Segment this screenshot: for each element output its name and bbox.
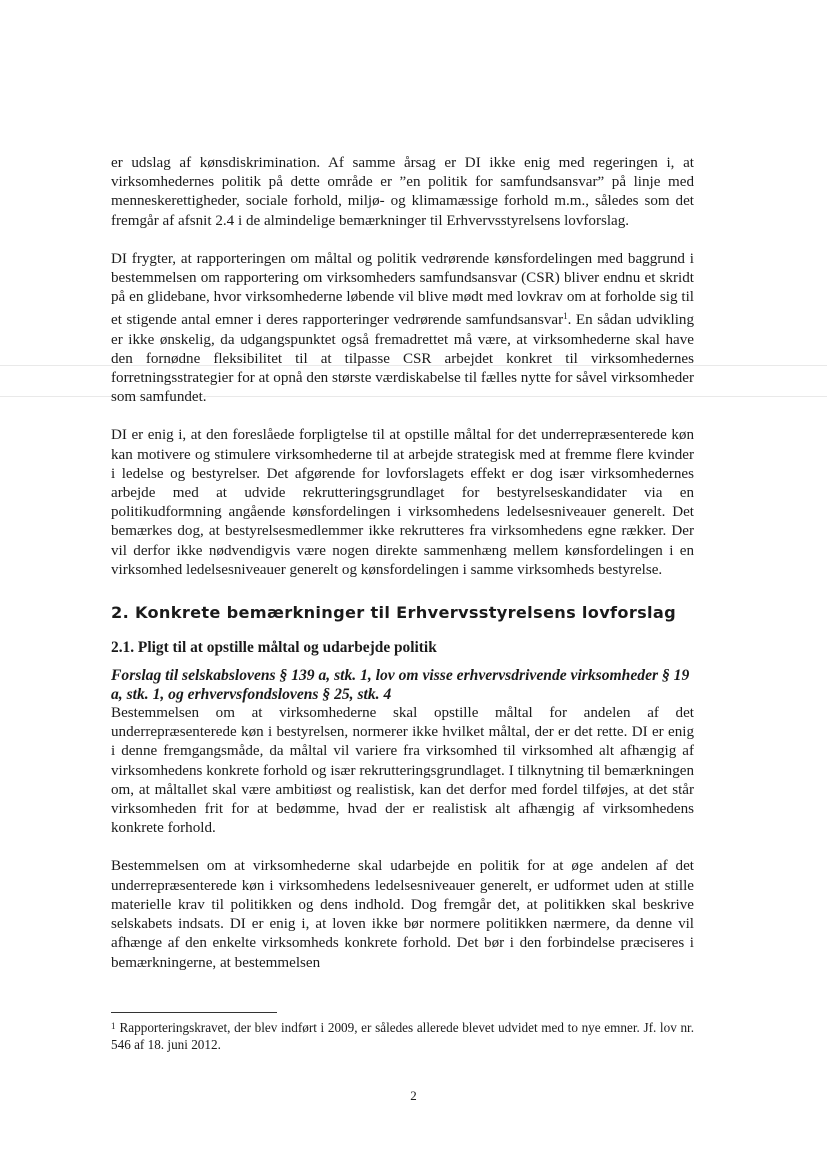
body-paragraph: er udslag af kønsdiskrimination. Af samme årsag er DI ikke enig med regeringen i, at virksomhedernes politik på dette område er ”en politik for samfundsansvar” på linje med menneskerettigheder, sociale forhold, miljø- og klimamæssige forhold m.m., således som det fremgår af afsnit 2.4 i de almindelige bemærkninger til Erhvervsstyrelsens lovforslag. [111,155,694,229]
footnote-separator [111,1012,277,1013]
body-paragraph: Bestemmelsen om at virksomhederne skal udarbejde en politik for at øge andelen af det underrepræsenterede køn i virksomhedens ledelsesniveauer generelt, er udformet uden at stille materielle krav til politikken og dens indhold. Dog fremgår det, at politikken skal beskrive selskabets indsats. DI er enig i, at loven ikke bør normere politikken nærmere, da denne vil afhænge af den enkelte virksomheds konkrete forhold. Det bør i den forbindelse præciseres i bemærkningerne, at bestemmelsen [111,858,694,971]
footnote [111,1018,694,1053]
provision-heading: Forslag til selskabslovens § 139 a, stk. 1, lov om visse erhvervsdrivende virksomheder § 19 a, stk. 1, og erhvervsfondslovens § 25, stk. 4 [111,667,690,704]
subsection-heading: 2.1. Pligt til at opstille måltal og udarbejde politik [111,639,437,657]
page-number: 2 [410,1088,417,1103]
csr-paragraph-text-continued: . En sådan udvikling er ikke ønskelig, da udgangspunktet også fremadrettet må være, at virksomhederne skal have den fornødne fleksibilitet til at tilpasse CSR arbejdet konkret til virksomhedernes forretningsstrategier for at opnå den største værdiskabelse til fælles nytte for såvel virksomheder som samfundet. [111,312,694,406]
body-paragraph: DI er enig i, at den foreslåede forpligtelse til at opstille måltal for det underrepræsenterede køn kan motivere og stimulere virksomhederne til at arbejde strategisk med at fremme flere kvinder i ledelse og bestyrelser. Det afgørende for lovforslagets effekt er dog især virksomhedernes arbejde med at udvide rekrutteringsgrundlaget for bestyrelseskandidater via en politikudformning angående kønsfordelingen i virksomhedens ledelsesniveauer generelt. Det bemærkes dog, at bestyrelsesmedlemmer ikke rekrutteres fra virksomhedens egne rækker. Der vil derfor ikke nødvendigvis være nogen direkte sammenhæng mellem kønsfordelingen i en virksomhed ledelsesniveauer generelt og kønsfordelingen i samme virksomheds bestyrelse. [111,427,694,578]
footnote-reference: 1 [563,311,568,322]
footnote-text: Rapporteringskravet, der blev indført i 2009, er således allerede blevet udvidet med to nye emner. Jf. lov nr. 546 af 18. juni 2012. [111,1020,694,1052]
csr-paragraph-text: DI frygter, at rapporteringen om måltal og politik vedrørende kønsfordelingen med baggrund i bestemmelsen om rapportering om virksomheders samfundsansvar (CSR) bliver endnu et skridt på en glidebane, hvor virksomhederne løbende vil blive mødt med lovkrav om at forholde sig til et stigende antal emner i deres rapporteringer vedrørende samfundsansvar [111,250,694,329]
footnote-marker: 1 [111,1021,116,1031]
section-heading: 2. Konkrete bemærkninger til Erhvervsstyrelsens lovforslag [111,603,676,623]
body-paragraph: Bestemmelsen om at virksomhederne skal opstille måltal for andelen af det underrepræsenterede køn i bestyrelsen, normerer ikke hvilket måltal, der er det rette. DI er enig i denne fremgangsmåde, da måltal vil variere fra virksomhed til virksomhed alt afhængig af virksomhedens konkrete forhold og især rekrutteringsgrundlaget. I tilknytning til bemærkningen om, at måltallet skal være ambitiøst og realistisk, kan det derfor med fordel tilføjes, at det står virksomheden frit for at bedømme, hvad der er realistisk alt afhængig af virksomhedens konkrete forhold. [111,705,694,837]
page-body [111,154,694,973]
csr-paragraph [111,250,694,408]
